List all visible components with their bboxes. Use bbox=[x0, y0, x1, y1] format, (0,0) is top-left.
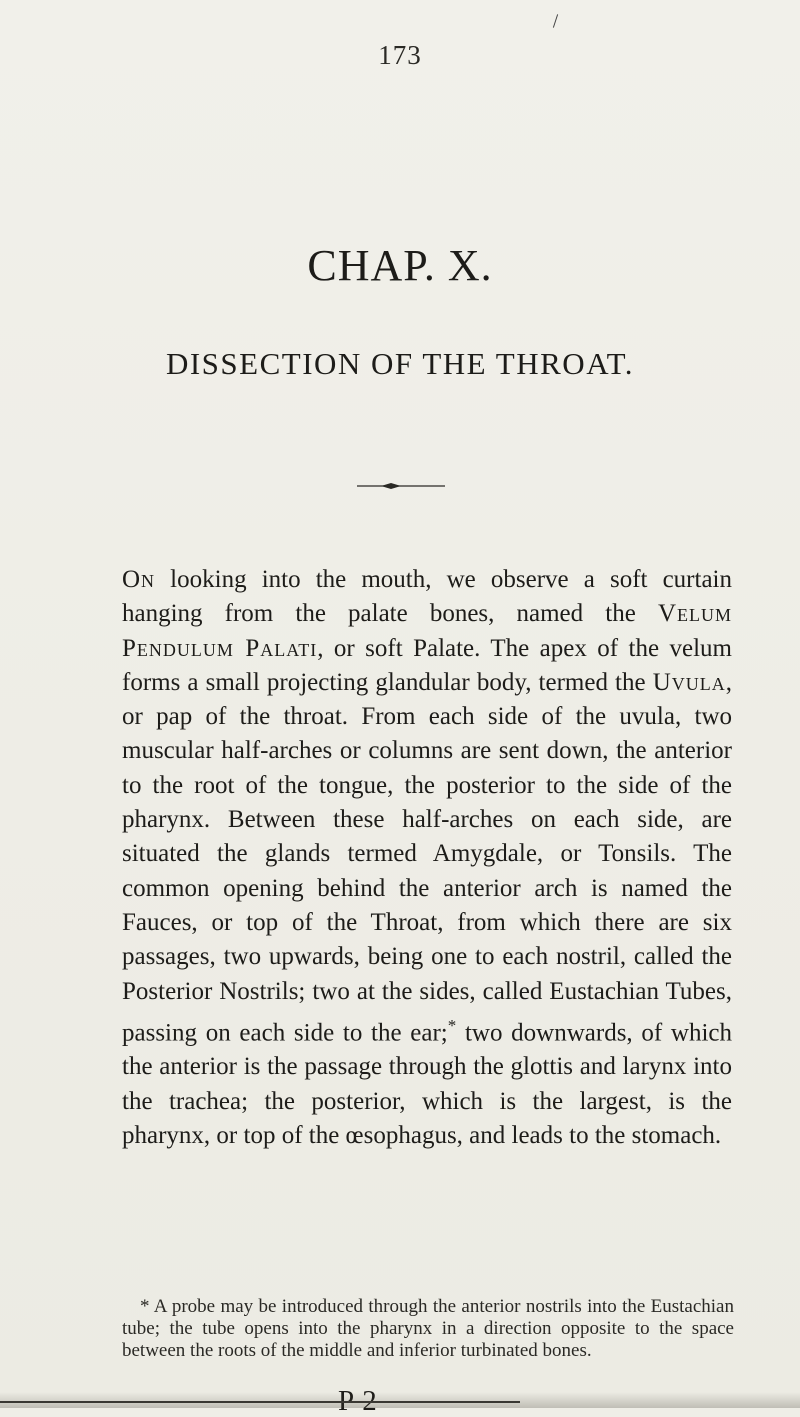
chapter-title: DISSECTION OF THE THROAT. bbox=[165, 346, 635, 381]
page-bottom-shadow bbox=[0, 1392, 800, 1408]
opening-word: On bbox=[122, 566, 156, 593]
term-uvula: Uvula bbox=[652, 668, 726, 696]
stray-mark bbox=[553, 14, 558, 28]
page-bottom-rule bbox=[0, 1401, 520, 1403]
ornament-divider bbox=[357, 482, 445, 490]
term-velum: Velum Pendulum Palati bbox=[122, 600, 732, 662]
body-text-part: , or soft Palate. The apex of the velum forms a small projecting glandular body, termed the bbox=[122, 634, 732, 696]
footnote-marker: * bbox=[447, 1015, 457, 1035]
chapter-heading: CHAP. X. bbox=[307, 241, 493, 290]
body-text-part: , or pap of the throat. From each side of the uvula, two muscular half-arches or columns are sent down, the anterior to the root of the tongue, the posterior to the side of the pharynx. Between these half-arches on each side, are situated the glands termed Amygdale, or Tonsils. The common opening behind the anterior arch is named the Fauces, or top of the Throat, from which there are six passages, two upwards, being one to each nostril, called the Posterior Nostrils; two at the sides, called Eustachian Tubes, passing on each side to the ear; bbox=[122, 668, 732, 1047]
page-number: 173 bbox=[378, 40, 422, 70]
footnote: * A probe may be introduced through the anterior nostrils into the Eustachian tube; the tube opens into the pharynx in a direction opposite to the space between the roots of the middle and inferior turbinated bones. bbox=[122, 1296, 734, 1361]
body-text-part: two downwards, of which the anterior is the passage through the glottis and larynx into the trachea; the posterior, which is the largest, is the pharynx, or top of the œsophagus, and leads to the stomach. bbox=[122, 1019, 732, 1150]
body-text-part: looking into the mouth, we observe a soft curtain hanging from the palate bones, named the bbox=[122, 566, 732, 628]
body-paragraph bbox=[122, 563, 732, 1153]
